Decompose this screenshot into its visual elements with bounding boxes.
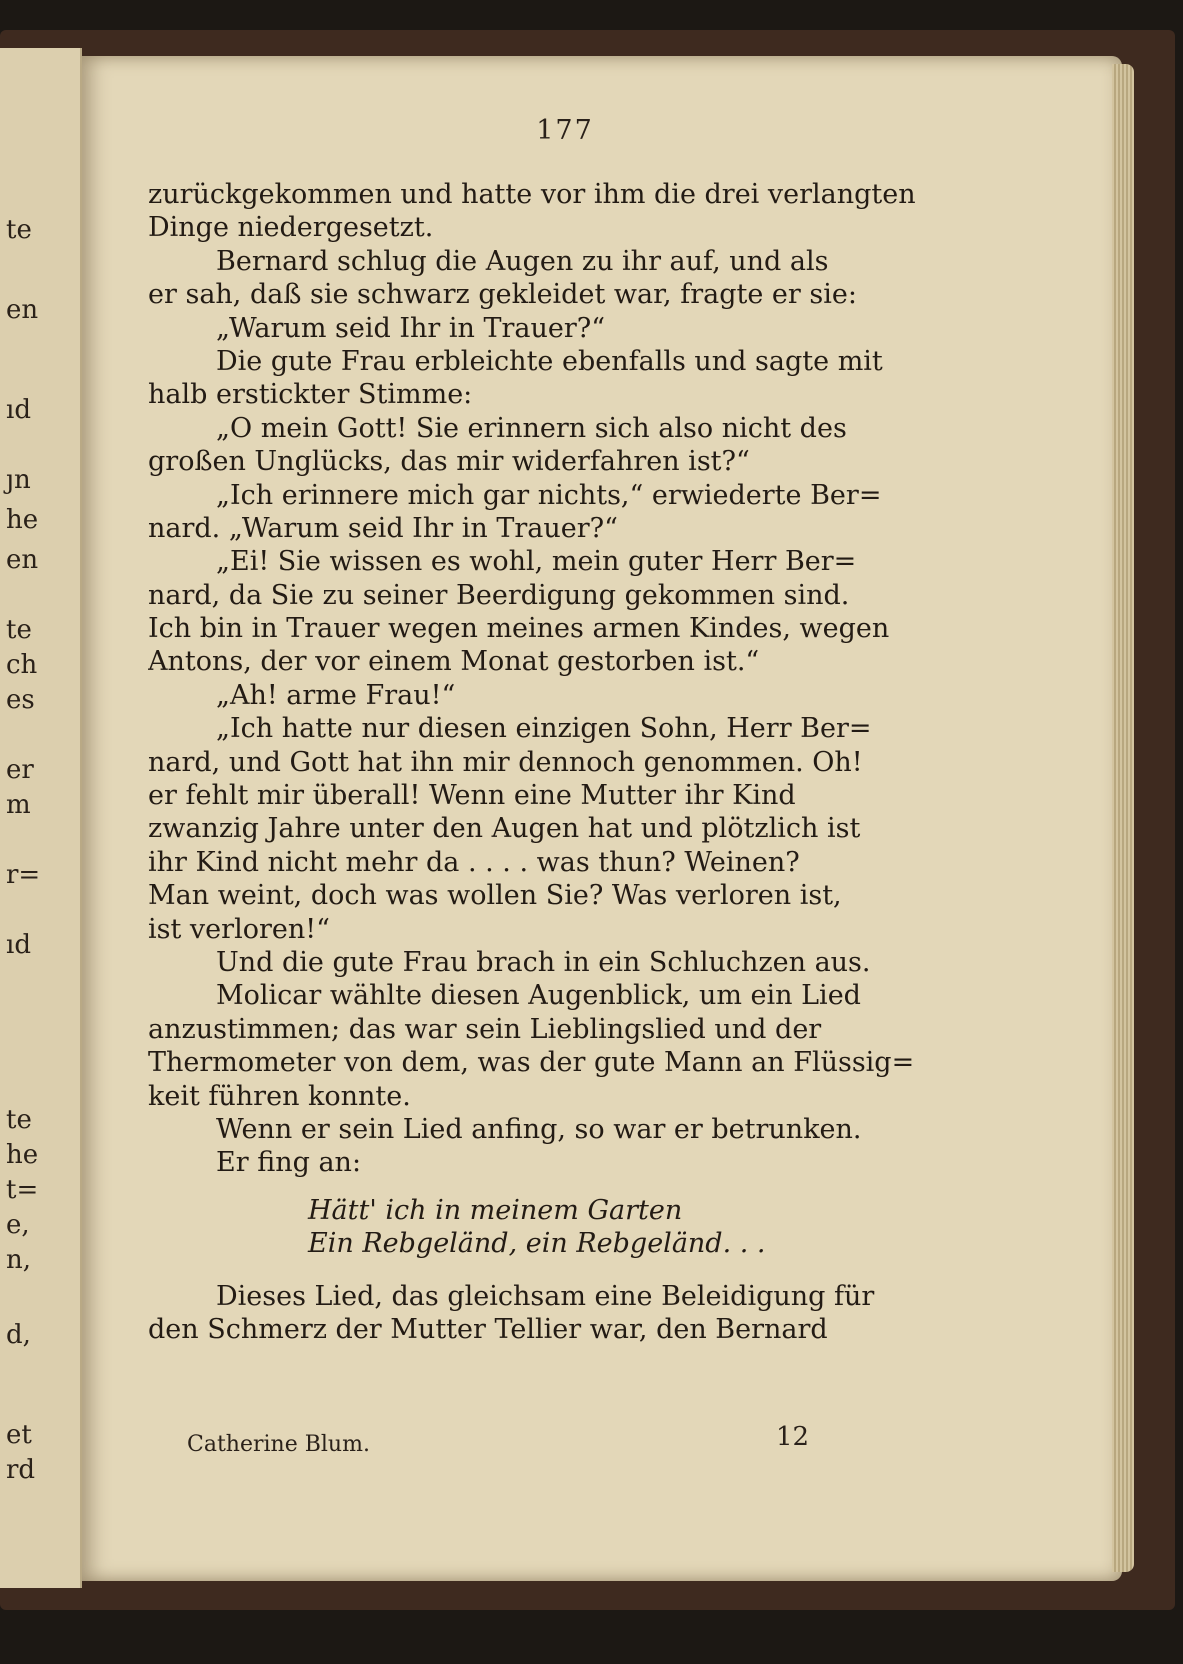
text-line: Bernard schlug die Augen zu ihr auf, und als: [216, 245, 829, 277]
text-line: zwanzig Jahre unter den Augen hat und plötzlich ist: [148, 813, 861, 845]
text-line: Thermometer von dem, was der gute Mann an Flüssig=: [148, 1047, 915, 1079]
text-line: anzustimmen; das war sein Lieblingslied und der: [148, 1013, 822, 1045]
text-line: „Ich hatte nur diesen einzigen Sohn, Herr Ber=: [216, 713, 872, 745]
left-page-fragment: m: [6, 790, 31, 820]
text-line: „Ah! arme Frau!“: [216, 679, 456, 711]
text-line: Molicar wählte diesen Augenblick, um ein Lied: [216, 980, 861, 1012]
left-page-fragment: ch: [6, 650, 38, 680]
text-line: Er fing an:: [216, 1147, 362, 1179]
text-line: Wenn er sein Lied anfing, so war er betrunken.: [216, 1113, 862, 1145]
text-line: „Ei! Sie wissen es wohl, mein guter Herr Ber=: [216, 546, 857, 578]
left-page-fragment: en: [6, 545, 39, 575]
footer-sheet-number: 12: [776, 1422, 810, 1452]
left-page-fragment: n,: [6, 1245, 32, 1275]
left-page-fragment: he: [6, 1140, 39, 1170]
text-line: „Warum seid Ihr in Trauer?“: [216, 312, 606, 344]
text-line: zurückgekommen und hatte vor ihm die drei verlangten: [148, 179, 916, 210]
text-line: nard, und Gott hat ihn mir dennoch genommen. Oh!: [148, 746, 863, 778]
verse-line: Ein Rebgeländ, ein Rebgeländ. . .: [308, 1227, 766, 1259]
left-page-fragment: t=: [6, 1175, 39, 1205]
text-line: keit führen konnte.: [148, 1080, 411, 1112]
page-number: 177: [536, 115, 594, 146]
text-line: den Schmerz der Mutter Tellier war, den Bernard: [148, 1314, 828, 1346]
verse-line: Hätt' ich in meinem Garten: [308, 1194, 683, 1226]
body-text: [148, 178, 968, 1347]
left-page-fragment: ȷn: [6, 465, 31, 495]
text-line: Ich bin in Trauer wegen meines armen Kindes, wegen: [148, 613, 890, 645]
text-line: Dieses Lied, das gleichsam eine Beleidigung für: [216, 1280, 875, 1312]
footer-signature: Catherine Blum.: [187, 1432, 370, 1457]
left-page-fragment: en: [6, 295, 39, 325]
text-line: „O mein Gott! Sie erinnern sich also nicht des: [216, 412, 847, 444]
verse-gap: [148, 1260, 968, 1280]
text-line: ihr Kind nicht mehr da . . . . was thun? Weinen?: [148, 846, 800, 878]
left-page-fragment: ıd: [6, 395, 31, 425]
text-line: halb erstickter Stimme:: [148, 379, 473, 411]
text-line: großen Unglücks, das mir widerfahren ist?“: [148, 446, 750, 478]
left-page-fragment: es: [6, 685, 35, 715]
page-edges: [1112, 64, 1134, 1572]
verse-gap: [148, 1180, 968, 1194]
text-line: Die gute Frau erbleichte ebenfalls und sagte mit: [216, 345, 883, 377]
text-line: Dinge niedergesetzt.: [148, 212, 434, 244]
left-page-fragment: he: [6, 505, 39, 535]
text-line: nard. „Warum seid Ihr in Trauer?“: [148, 512, 618, 544]
left-page-fragment: et: [6, 1420, 32, 1450]
left-page-fragment: r=: [6, 860, 41, 890]
text-line: Man weint, doch was wollen Sie? Was verloren ist,: [148, 880, 842, 912]
text-line: ist verloren!“: [148, 913, 330, 945]
left-page-fragment: ıd: [6, 930, 31, 960]
text-line: er sah, daß sie schwarz gekleidet war, fragte er sie:: [148, 279, 857, 311]
left-page-fragment: er: [6, 755, 34, 785]
text-line: Antons, der vor einem Monat gestorben ist.“: [148, 646, 760, 678]
left-page-fragment: te: [6, 1105, 32, 1135]
left-page-fragment: d,: [6, 1320, 31, 1350]
left-page-edge: [0, 48, 82, 1588]
text-line: Und die gute Frau brach in ein Schluchzen aus.: [216, 946, 871, 978]
left-page-fragment: te: [6, 215, 32, 245]
text-line: „Ich erinnere mich gar nichts,“ erwiederte Ber=: [216, 479, 882, 511]
left-page-fragment: rd: [6, 1455, 36, 1485]
text-line: nard, da Sie zu seiner Beerdigung gekommen sind.: [148, 579, 850, 611]
left-page-fragment: te: [6, 615, 32, 645]
left-page-fragment: e,: [6, 1210, 30, 1240]
text-line: er fehlt mir überall! Wenn eine Mutter ihr Kind: [148, 780, 796, 812]
